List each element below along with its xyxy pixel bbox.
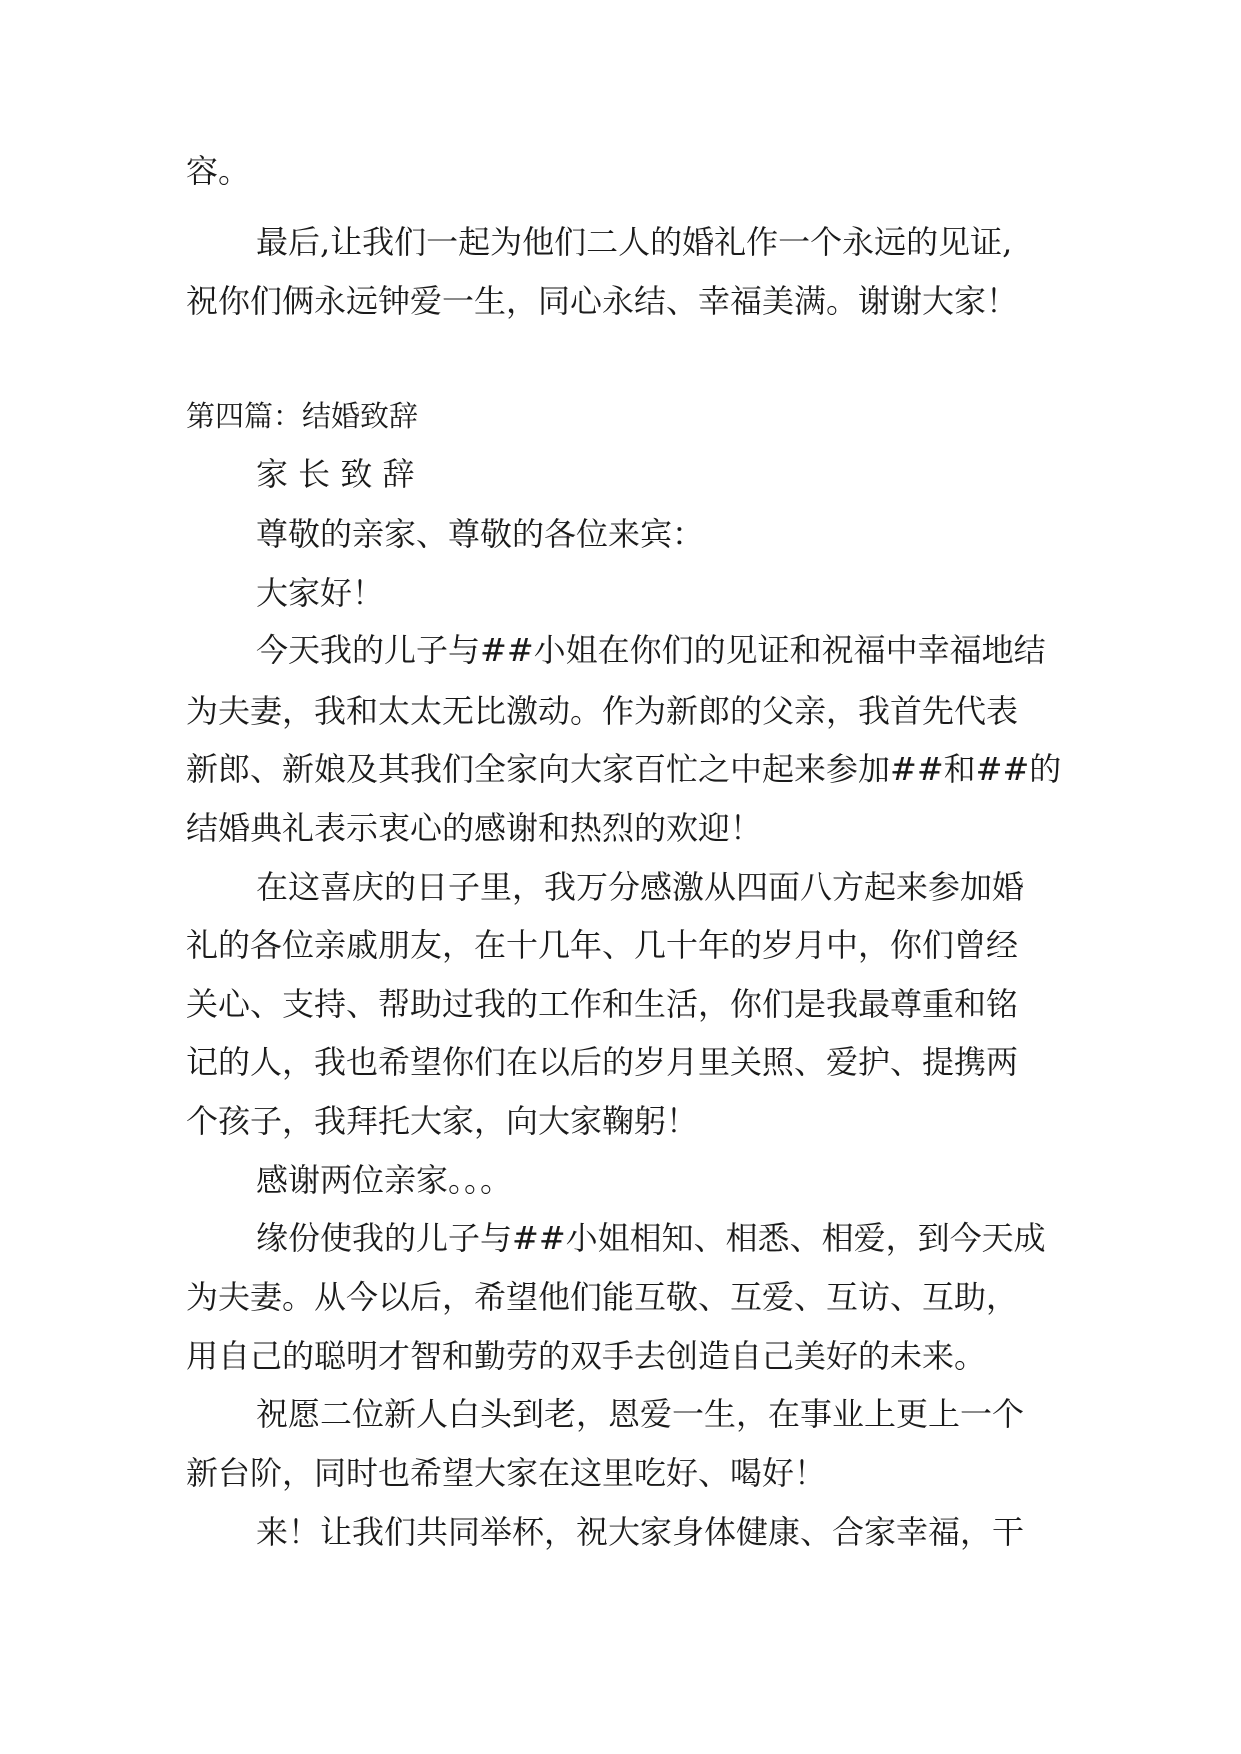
paragraph-line: 新郎、新娘及其我们全家向大家百忙之中起来参加##和##的 bbox=[186, 750, 1062, 788]
paragraph-line: 缘份使我的儿子与##小姐相知、相悉、相爱，到今天成 bbox=[256, 1219, 1046, 1257]
speech-title: 家 长 致 辞 bbox=[256, 455, 415, 493]
paragraph-line: 感谢两位亲家。。。 bbox=[256, 1161, 513, 1199]
text-line-continuation: 容。 bbox=[186, 152, 251, 190]
section-heading: 第四篇：结婚致辞 bbox=[186, 399, 419, 433]
paragraph-line: 用自己的聪明才智和勤劳的双手去创造自己美好的未来。 bbox=[186, 1337, 987, 1375]
paragraph-line: 为夫妻，我和太太无比激动。作为新郎的父亲，我首先代表 bbox=[186, 692, 1019, 730]
text-line-closing: 最后,让我们一起为他们二人的婚礼作一个永远的见证, bbox=[256, 223, 1013, 261]
paragraph-line: 新台阶，同时也希望大家在这里吃好、喝好！ bbox=[186, 1454, 827, 1492]
text-line-closing: 祝你们俩永远钟爱一生，同心永结、幸福美满。谢谢大家！ bbox=[186, 282, 1019, 320]
paragraph-line: 在这喜庆的日子里，我万分感激从四面八方起来参加婚 bbox=[256, 868, 1025, 906]
paragraph-line: 个孩子，我拜托大家，向大家鞠躬！ bbox=[186, 1102, 699, 1140]
paragraph-line: 记的人，我也希望你们在以后的岁月里关照、爱护、提携两 bbox=[186, 1043, 1019, 1081]
paragraph-line: 今天我的儿子与##小姐在你们的见证和祝福中幸福地结 bbox=[256, 631, 1046, 669]
paragraph-line: 关心、支持、帮助过我的工作和生活，你们是我最尊重和铭 bbox=[186, 985, 1019, 1023]
paragraph-line: 结婚典礼表示衷心的感谢和热烈的欢迎！ bbox=[186, 809, 763, 847]
paragraph-line: 为夫妻。从今以后，希望他们能互敬、互爱、互访、互助， bbox=[186, 1278, 1019, 1316]
paragraph-line: 来！让我们共同举杯，祝大家身体健康、合家幸福，干 bbox=[256, 1513, 1025, 1551]
salutation: 尊敬的亲家、尊敬的各位来宾： bbox=[256, 515, 705, 553]
greeting: 大家好！ bbox=[256, 574, 385, 612]
paragraph-line: 礼的各位亲戚朋友，在十几年、几十年的岁月中，你们曾经 bbox=[186, 926, 1019, 964]
paragraph-line: 祝愿二位新人白头到老，恩爱一生，在事业上更上一个 bbox=[256, 1395, 1025, 1433]
